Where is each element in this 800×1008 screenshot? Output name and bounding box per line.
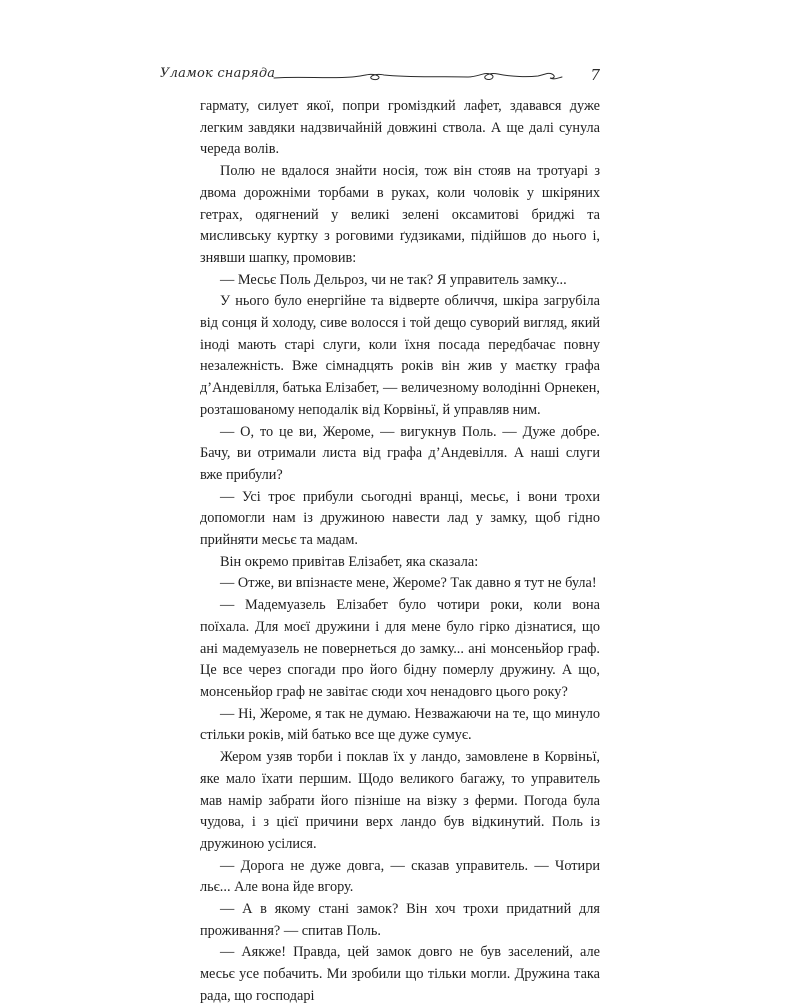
- paragraph: — Отже, ви впізнаєте мене, Жероме? Так давно я тут не була!: [220, 575, 597, 592]
- running-head-title: Уламок снаряда: [160, 66, 276, 81]
- body-text: [200, 96, 600, 1008]
- paragraph: Він окремо привітав Елізабет, яка сказала:: [220, 553, 479, 570]
- paragraph: Жером узяв торби і поклав їх у ландо, замовлене в Корвіньї, яке мало їхати першим. Щодо великого багажу, то управитель мав намір забрати його пізніше на візку з ферми. Погода була чудова, і з цієї причини верх ландо був відкинутий. Поль із дружиною усілися.: [200, 749, 600, 852]
- paragraph: — А в якому стані замок? Він хоч трохи придатний для проживання? — спитав Поль.: [200, 901, 600, 939]
- page-number: 7: [590, 66, 600, 84]
- paragraph: — Усі троє прибули сьогодні вранці, месьє, і вони трохи допомогли нам із дружиною навести лад у замку, щоб гідно прийняти месьє та мадам.: [200, 488, 600, 549]
- paragraph: — Месьє Поль Дельроз, чи не так? Я управитель замку...: [220, 271, 567, 288]
- paragraph: Полю не вдалося знайти носія, тож він стояв на тротуарі з двома дорожніми торбами в руках, коли чоловік у шкіряних гетрах, одягнений у великі зелені оксамитові бриджі та мисливську куртку з роговими ґудзиками, підійшов до нього і, знявши шапку, промовив:: [200, 163, 600, 266]
- paragraph: — Аякже! Правда, цей замок довго не був заселений, але месьє усе побачить. Ми зробили що тільки могли. Дружина така рада, що господарі: [200, 944, 600, 1004]
- paragraph: — Ні, Жероме, я так не думаю. Незважаючи на те, що минуло стільки років, мій батько все ще дуже сумує.: [200, 705, 600, 744]
- flourish-divider-icon: [272, 64, 564, 88]
- paragraph: — Дорога не дуже довга, — сказав управитель. — Чотири льє... Але вона йде вгору.: [200, 857, 600, 896]
- paragraph: гармату, силует якої, попри громіздкий лафет, здавався дуже легким завдяки надзвичайній довжині ствола. А ще далі сунула череда волів.: [200, 98, 600, 158]
- paragraph: — О, то це ви, Жероме, — вигукнув Поль. — Дуже добре. Бачу, ви отримали листа від графа д’Андевілля. А наші слуги вже прибули?: [200, 423, 600, 483]
- paragraph: — Мадемуазель Елізабет було чотири роки, коли вона поїхала. Для моєї дружини і для мене було гірко дізнатися, що ані мадемуазель не повернеться до замку... ані монсеньйор граф. Це все через спогади про його бідну померлу дружину. А що, монсеньйор граф не завітає сюди хоч ненадовго цього року?: [200, 597, 600, 700]
- running-header: [160, 60, 600, 94]
- paragraph: У нього було енергійне та відверте обличчя, шкіра загрубіла від сонця й холоду, сиве волосся і той дещо суворий вигляд, який іноді мають старі слуги, коли їхня посада передбачає повну незалежність. Вже сімнадцять років він жив у маєтку графа д’Андевілля, батька Елізабет, — величезному володінні Орнекен, розташованому неподалік від Корвіньї, й управляв ним.: [200, 293, 600, 418]
